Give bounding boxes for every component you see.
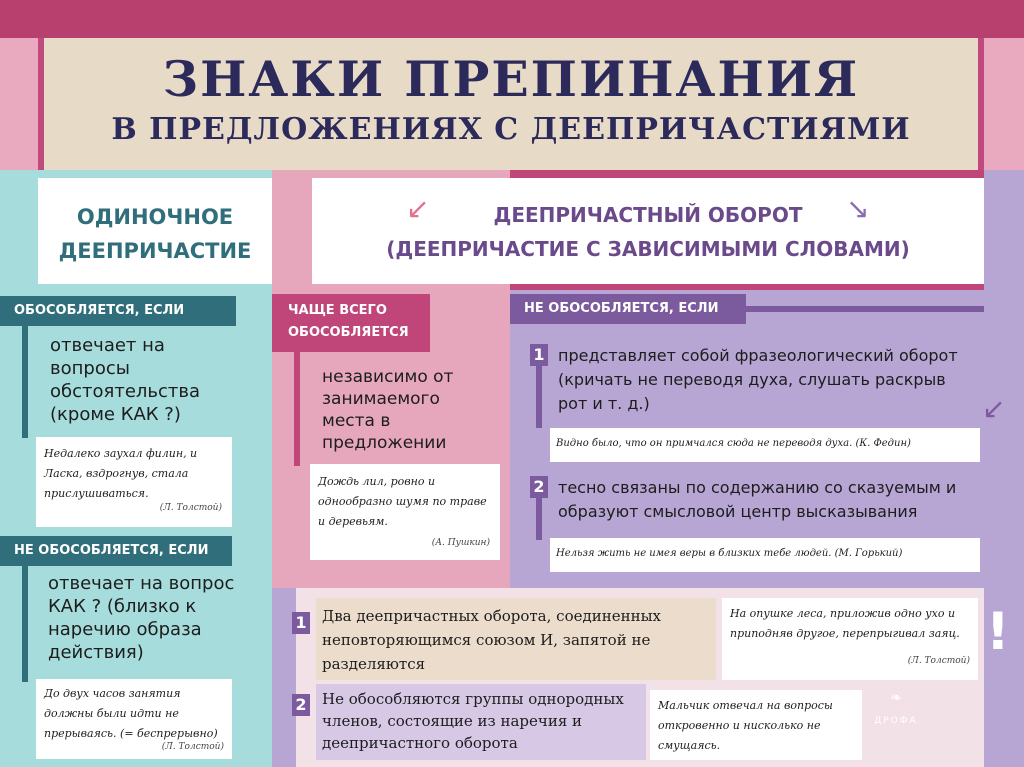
arrow-down-right-icon: ↘ bbox=[846, 192, 870, 225]
rule-bar-1 bbox=[536, 366, 542, 428]
bottom-rule-number-1: 1 bbox=[292, 612, 310, 634]
not-isolated-phrase-tab: НЕ ОБОСОБЛЯЕТСЯ, ЕСЛИ bbox=[510, 294, 746, 324]
arrow-down-left-icon: ↙ bbox=[406, 192, 430, 225]
often-isolated-bar bbox=[294, 352, 300, 466]
header-side-strip-right bbox=[984, 38, 1024, 170]
example-5 bbox=[556, 544, 976, 564]
bottom-rule-number-2: 2 bbox=[292, 694, 310, 716]
right-side-strip bbox=[984, 170, 1024, 590]
publisher-logo: ДРОФА bbox=[874, 716, 918, 726]
isolated-if-bar bbox=[22, 326, 28, 438]
often-isolated-tab: ЧАЩЕ ВСЕГО ОБОСОБЛЯЕТСЯ bbox=[272, 294, 430, 352]
left-heading bbox=[38, 200, 272, 268]
example-text-2: До двух часов занятия должны были идти не прерываясь. (= беспрерывно) bbox=[44, 687, 218, 740]
condition-any-position: независимо от занимаемого места в предложении bbox=[322, 367, 454, 453]
not-isolated-phrase-line bbox=[746, 306, 984, 312]
condition-question-how: отвечает на вопрос КАК ? (близко к наречию образа действия) bbox=[48, 573, 235, 663]
header-band bbox=[0, 0, 1024, 38]
exclamation-icon: ! bbox=[986, 602, 1010, 662]
bottom-rule-2: Не обособляются группы однородных членов, состоящие из наречия и деепричастного оборота bbox=[322, 690, 624, 752]
example-text-5: Нельзя жить не имея веры в близких тебе людей. bbox=[556, 548, 832, 559]
publisher-logo-icon: ❧ bbox=[890, 690, 902, 706]
example-author-1: (Л. Толстой) bbox=[159, 503, 222, 513]
example-text-4: Видно было, что он примчался сюда не переводя духа. bbox=[556, 438, 853, 449]
example-author-3: (А. Пушкин) bbox=[431, 538, 490, 548]
example-author-5: (М. Горький) bbox=[834, 548, 903, 559]
rule-number-2: 2 bbox=[530, 476, 548, 498]
condition-question-circumstance: отвечает на вопросы обстоятельства (кроме КАК ?) bbox=[50, 335, 201, 425]
example-text-1: Недалеко заухал филин, и Ласка, вздрогнув, стала прислушиваться. bbox=[44, 447, 198, 500]
example-4 bbox=[556, 434, 976, 454]
bottom-example-author-1: (Л. Толстой) bbox=[907, 656, 970, 666]
page-subtitle: В ПРЕДЛОЖЕНИЯХ С ДЕЕПРИЧАСТИЯМИ bbox=[111, 112, 911, 147]
example-author-4: (К. Федин) bbox=[855, 438, 911, 449]
bottom-rule-1: Два деепричастных оборота, соединенных неповторяющимся союзом И, запятой не разделяются bbox=[322, 607, 661, 673]
not-isolated-if-tab: НЕ ОБОСОБЛЯЕТСЯ, ЕСЛИ bbox=[0, 536, 232, 566]
rule-number-1: 1 bbox=[530, 344, 548, 366]
bottom-example-text-2: Мальчик отвечал на вопросы откровенно и нисколько не смущаясь. bbox=[658, 699, 833, 752]
condition-phraseologism: представляет собой фразеологический оборот (кричать не переводя духа, слушать раскрыв рот и т. д.) bbox=[558, 346, 958, 413]
bottom-example-text-1: На опушке леса, приложив одно ухо и приподняв другое, перепрыгивал заяц. bbox=[730, 607, 960, 640]
example-author-2: (Л. Толстой) bbox=[161, 742, 224, 752]
left-heading-line-1: ОДИНОЧНОЕ bbox=[76, 205, 234, 229]
not-isolated-if-bar bbox=[22, 566, 28, 682]
page-title: ЗНАКИ ПРЕПИНАНИЯ bbox=[162, 50, 860, 108]
arrow-down-left-icon: ↙ bbox=[982, 392, 1006, 425]
rule-bar-2 bbox=[536, 498, 542, 540]
left-heading-line-2: ДЕЕПРИЧАСТИЕ bbox=[58, 239, 252, 263]
example-text-3: Дождь лил, ровно и однообразно шумя по траве и деревьям. bbox=[318, 475, 487, 528]
header-side-strip-left bbox=[0, 38, 38, 170]
participial-heading-line-1: ДЕЕПРИЧАСТНЫЙ ОБОРОТ bbox=[493, 203, 803, 227]
participial-heading-line-2: (ДЕЕПРИЧАСТИЕ С ЗАВИСИМЫМИ СЛОВАМИ) bbox=[386, 237, 910, 261]
condition-semantic-center: тесно связаны по содержанию со сказуемым и образуют смысловой центр высказывания bbox=[558, 478, 957, 521]
isolated-if-tab: ОБОСОБЛЯЕТСЯ, ЕСЛИ bbox=[0, 296, 236, 326]
